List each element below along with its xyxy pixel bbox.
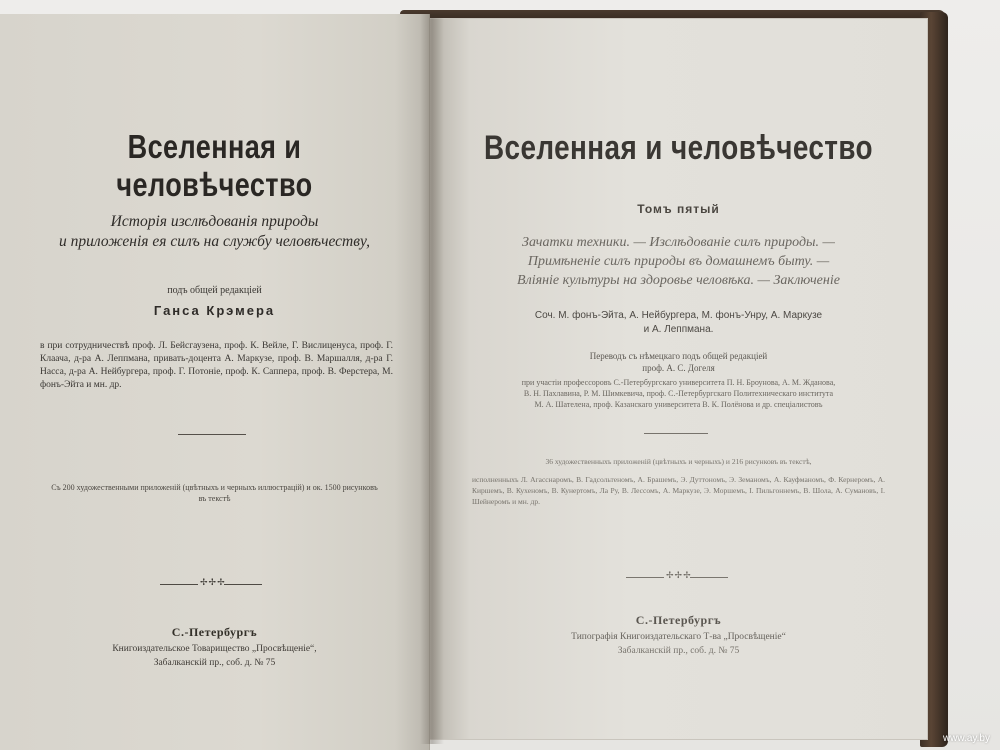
authors-line2: и А. Леппмана.: [643, 324, 714, 335]
right-divider: [644, 433, 708, 434]
left-page: [0, 14, 430, 750]
right-page: [430, 18, 928, 740]
authors-line1: Соч. М. фонъ-Эйта, А. Нейбургера, М. фонъ-Унру, А. Маркузе: [534, 310, 823, 321]
ornament-icon: ✢✢✢: [666, 570, 692, 580]
professors-line2: В. Н. Пахлавина, Р. М. Шимкевича, проф. С.-Петербургскаго Политехническаго института: [523, 389, 834, 398]
translated-line1: Переводъ съ нѣмецкаго подъ общей редакціей: [589, 351, 768, 361]
ornament-icon: ✢✢✢: [200, 577, 226, 587]
left-subtitle-line2: и приложенія ея силъ на службу человѣчеству,: [59, 233, 370, 250]
ornament-rule-left: [160, 584, 198, 585]
left-ornament: [160, 577, 262, 590]
open-book: [0, 6, 945, 750]
contents-line1: Зачатки техники. — Изслѣдованіе силъ природы. —: [522, 235, 835, 250]
right-page-title: Вселенная и человѣчество: [483, 129, 873, 167]
professors-line1: при участіи профессоровъ С.-Петербургскаго университета П. Н. Броунова, А. М. Жданова,: [521, 378, 836, 387]
site-watermark: www.ay.by: [942, 733, 990, 744]
left-illustrations-line2: въ текстѣ: [198, 494, 231, 503]
left-subtitle-line1: Исторія изслѣдованія природы: [110, 213, 319, 230]
ornament-rule-right: [224, 584, 262, 585]
left-divider: [178, 434, 246, 435]
left-imprint-address: Забалканскій пр., соб. д. № 75: [153, 658, 276, 668]
left-imprint-publisher: Книгоиздательское Товарищество „Просвѣщеніе“,: [112, 644, 317, 654]
editor-prefix: подъ общей редакціей: [167, 285, 262, 296]
left-illustrations-line1: Съ 200 художественными приложеній (цвѣтныхъ и черныхъ иллюстрацій) и ок. 1500 рисунковъ: [51, 483, 378, 492]
ornament-rule-left: [626, 577, 664, 578]
right-imprint-city: С.-Петербургъ: [635, 613, 722, 627]
ornament-rule-right: [690, 577, 728, 578]
left-imprint-city: С.-Петербургъ: [171, 625, 258, 639]
translated-line2: проф. А. С. Догеля: [642, 363, 715, 373]
editor-name: Ганса Крэмера: [153, 303, 276, 318]
right-illustrations: 36 художественныхъ приложеній (цвѣтныхъ и черныхъ) и 216 рисунковъ въ текстѣ,: [545, 457, 812, 466]
right-ornament: [626, 570, 728, 583]
contributors-paragraph: в при сотрудничествѣ проф. Л. Бейсгаузена, проф. К. Вейле, Г. Вислиценуса, проф. Г. Клаача, д-ра А. Леппмана, привать-доцента А. Маркузе, проф. В. Маршалля, д-ра Г. Насса, д-ра А. Нейбургера, проф. Г. Потоніе, проф. К. Саппера, проф. В. Ферстера, М. фонъ-Эйта и мн. др.: [40, 341, 393, 390]
left-page-title: Вселенная и человѣчество: [116, 128, 313, 203]
right-imprint-address: Забалканскій пр., соб. д. № 75: [617, 646, 740, 656]
contents-line2: Примѣненіе силъ природы въ домашнемъ быту. —: [527, 254, 830, 269]
contents-line3: Вліяніе культуры на здоровье человѣка. — Заключеніе: [517, 273, 840, 288]
right-imprint-publisher: Типографія Книгоиздательскаго Т-ва „Просвѣщеніе“: [571, 632, 786, 642]
volume-label: Томъ пятый: [637, 202, 720, 216]
professors-line3: М. А. Шателена, проф. Казанскаго университета В. К. Полёнова и др. спеціалистовъ: [534, 400, 823, 409]
right-artists: исполненныхъ Л. Агасснаромъ, В. Гадсольтеномъ, А. Брашемъ, Э. Дуттономъ, Э. Земаномъ, А. Кауфманомъ, Ф. Кернеромъ, А. Киршемъ, В. Кухеномъ, В. Кунертомъ, Ла Ру, В. Лессомъ, А. Маркузе, Э. Моршемъ, І. Пильгоннемъ, В. Шола, А. Сумановъ, І. Шейнеромъ и мн. др.: [472, 475, 885, 506]
